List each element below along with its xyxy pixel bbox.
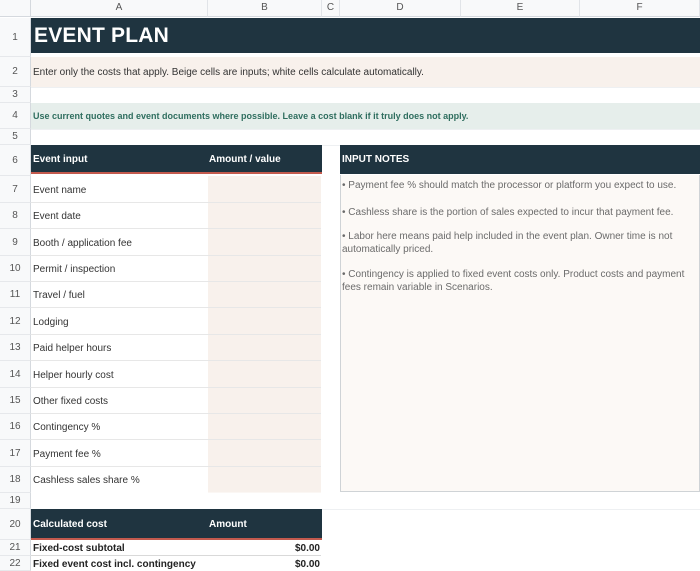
column-header-d[interactable]: D [340, 0, 461, 17]
row-divider [31, 555, 321, 556]
row-header-17[interactable]: 17 [0, 440, 31, 467]
row-header-4[interactable]: 4 [0, 103, 31, 129]
tip-text: Use current quotes and event documents where possible. Leave a cost blank if it truly does not apply. [33, 111, 469, 121]
input-label-permit: Permit / inspection [33, 264, 116, 275]
notes-header [340, 145, 700, 174]
input-label-helper-rate: Helper hourly cost [33, 370, 114, 381]
note-item: • Labor here means paid help included in the event plan. Owner time is not automatically priced. [342, 231, 673, 255]
column-header-e[interactable]: E [461, 0, 580, 17]
row-header-22[interactable]: 22 [0, 556, 31, 571]
calc-col-label-header: Calculated cost [33, 519, 107, 530]
notes-title: INPUT NOTES [342, 154, 410, 165]
row-header-15[interactable]: 15 [0, 388, 31, 414]
column-header-f[interactable]: F [580, 0, 700, 17]
calc-table-header [31, 509, 322, 540]
column-header-b[interactable]: B [208, 0, 322, 17]
helper-rate-input[interactable] [208, 361, 321, 388]
helper-hours-input[interactable] [208, 335, 321, 361]
select-all-corner[interactable] [0, 0, 31, 17]
input-label-contingency: Contingency % [33, 422, 101, 433]
row-header-7[interactable]: 7 [0, 176, 31, 203]
row-header-2[interactable]: 2 [0, 57, 31, 87]
row-header-21[interactable]: 21 [0, 540, 31, 556]
input-label-travel: Travel / fuel [33, 290, 85, 301]
inputs-table-header [31, 145, 322, 174]
notes-panel [340, 175, 700, 492]
contingency-input[interactable] [208, 414, 321, 440]
note-item: • Contingency is applied to fixed event costs only. Product costs and payment fees remain variable in Scenarios. [342, 269, 685, 293]
permit-input[interactable] [208, 256, 321, 282]
row-header-13[interactable]: 13 [0, 335, 31, 361]
row-header-5[interactable]: 5 [0, 129, 31, 145]
input-label-booth-fee: Booth / application fee [33, 238, 132, 249]
row-header-9[interactable]: 9 [0, 229, 31, 256]
calc-value-subtotal: $0.00 [294, 543, 320, 554]
calc-label-subtotal: Fixed-cost subtotal [33, 543, 125, 554]
row-header-18[interactable]: 18 [0, 467, 31, 493]
instructions-text: Enter only the costs that apply. Beige cells are inputs; white cells calculate automatically. [33, 67, 424, 78]
calc-label-with-contingency: Fixed event cost incl. contingency [33, 559, 196, 570]
calc-col-value-header: Amount [209, 519, 247, 530]
input-label-cashless-share: Cashless sales share % [33, 475, 140, 486]
row-header-8[interactable]: 8 [0, 203, 31, 229]
event-date-input[interactable] [208, 203, 321, 229]
row-header-19[interactable]: 19 [0, 493, 31, 509]
booth-fee-input[interactable] [208, 229, 321, 256]
row-header-1[interactable]: 1 [0, 18, 31, 57]
row-header-14[interactable]: 14 [0, 361, 31, 388]
event-name-input[interactable] [208, 176, 321, 203]
gridline [31, 87, 700, 88]
column-header-c[interactable]: C [322, 0, 340, 17]
row-header-12[interactable]: 12 [0, 308, 31, 335]
input-label-event-name: Event name [33, 185, 87, 196]
payment-fee-input[interactable] [208, 440, 321, 467]
note-item: • Payment fee % should match the processor or platform you expect to use. [342, 180, 677, 191]
page-title: EVENT PLAN [34, 24, 170, 47]
other-fixed-input[interactable] [208, 388, 321, 414]
input-label-lodging: Lodging [33, 317, 69, 328]
note-item: • Cashless share is the portion of sales expected to incur that payment fee. [342, 207, 674, 218]
input-label-helper-hours: Paid helper hours [33, 343, 112, 354]
row-header-10[interactable]: 10 [0, 256, 31, 282]
row-header-16[interactable]: 16 [0, 414, 31, 440]
inputs-col-label-header: Event input [33, 154, 88, 165]
input-label-payment-fee: Payment fee % [33, 449, 101, 460]
row-header-20[interactable]: 20 [0, 509, 31, 540]
row-header-6[interactable]: 6 [0, 145, 31, 176]
row-header-11[interactable]: 11 [0, 282, 31, 308]
travel-input[interactable] [208, 282, 321, 308]
input-label-other-fixed: Other fixed costs [33, 396, 109, 407]
input-label-event-date: Event date [33, 211, 81, 222]
row-header-3[interactable]: 3 [0, 87, 31, 103]
cashless-share-input[interactable] [208, 467, 321, 493]
calc-value-with-contingency: $0.00 [294, 559, 320, 570]
column-header-a[interactable]: A [31, 0, 208, 17]
inputs-col-value-header: Amount / value [209, 154, 281, 165]
gridline [31, 129, 700, 130]
lodging-input[interactable] [208, 308, 321, 335]
